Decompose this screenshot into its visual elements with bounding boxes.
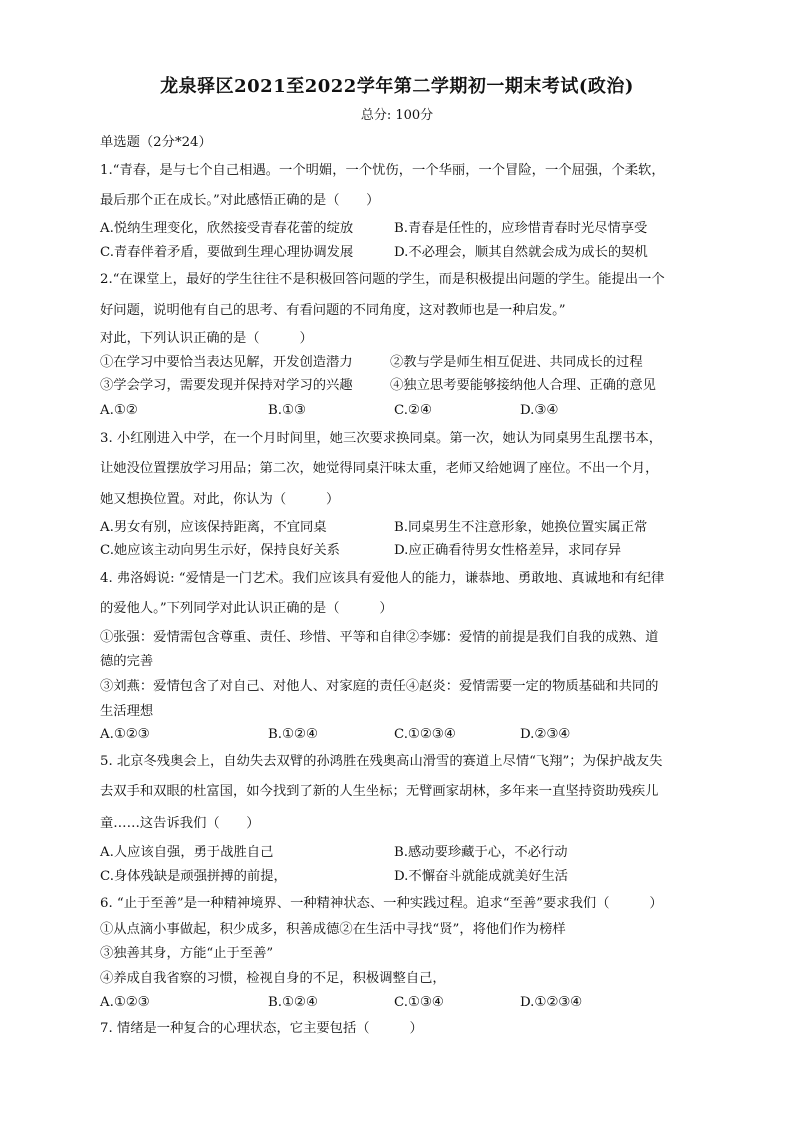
q2-option-b: B.①③ <box>268 403 306 418</box>
q2-statement-1: ①在学习中要恰当表达见解，开发创造潜力 <box>100 355 353 370</box>
q5-option-a: A.人应该自强，勇于战胜自己 <box>100 845 274 860</box>
q1-option-b: B.青春是任性的，应珍惜青春时光尽情享受 <box>394 221 648 236</box>
q3-stem-line3: 她又想换位置。对此，你认为（ ） <box>100 492 340 507</box>
q6-stem-line1: 6. “止于至善”是一种精神境界、一种精神状态、一种实践过程。追求“至善”要求我们（ ） <box>100 896 663 911</box>
q3-stem-line1: 3. 小红刚进入中学，在一个月时间里，她三次要求换同桌。第一次，她认为同桌男生乱摆书本， <box>100 431 663 446</box>
q4-statement-3-4-cont: 生活理想 <box>100 704 154 719</box>
q3-option-b: B.同桌男生不注意形象，她换位置实属正常 <box>394 520 648 535</box>
q1-option-c: C.青春伴着矛盾，要做到生理心理协调发展 <box>100 245 354 260</box>
q2-statement-2: ②教与学是师生相互促进、共同成长的过程 <box>390 355 643 370</box>
q4-statement-1-2-cont: 德的完善 <box>100 654 154 669</box>
q2-option-c: C.②④ <box>394 403 432 418</box>
exam-title: 龙泉驿区2021至2022学年第二学期初一期末考试(政治) <box>160 76 634 97</box>
q4-option-a: A.①②③ <box>100 727 150 742</box>
total-score: 总分: 100分 <box>360 108 434 123</box>
q5-option-c: C.身体残缺是顽强拼搏的前提， <box>100 869 287 884</box>
q1-option-d: D.不必理会，顺其自然就会成为成长的契机 <box>394 245 648 260</box>
q4-stem-line1: 4. 弗洛姆说: “爱情是一门艺术。我们应该具有爱他人的能力，谦恭地、勇敢地、真诚地和有纪律 <box>100 571 665 586</box>
q5-stem-line1: 5. 北京冬残奥会上，自幼失去双臂的孙鸿胜在残奥高山滑雪的赛道上尽情“飞翔”；为保护战友失 <box>100 754 663 769</box>
q4-statement-3-4: ③刘燕：爱情包含了对自己、对他人、对家庭的责任④赵炎：爱情需要一定的物质基础和共同的 <box>100 679 659 694</box>
q2-option-d: D.③④ <box>520 403 559 418</box>
q6-statement-1-2: ①从点滴小事做起，积少成多，积善成德②在生活中寻找“贤”，将他们作为榜样 <box>100 922 566 937</box>
q2-option-a: A.①② <box>100 403 138 418</box>
q3-option-c: C.她应该主动向男生示好，保持良好关系 <box>100 543 340 558</box>
q4-option-d: D.②③④ <box>520 727 571 742</box>
q6-statement-3: ③独善其身，方能“止于至善” <box>100 946 274 961</box>
q4-option-c: C.①②③④ <box>394 727 456 742</box>
q2-stem-line3: 对此，下列认识正确的是（ ） <box>100 331 313 346</box>
q6-statement-4: ④养成自我省察的习惯，检视自身的不足，积极调整自己， <box>100 971 446 986</box>
q6-option-c: C.①③④ <box>394 995 444 1010</box>
q4-statement-1-2: ①张强：爱情需包含尊重、责任、珍惜、平等和自律②李娜：爱情的前提是我们自我的成熟、道 <box>100 630 659 645</box>
q2-stem-line1: 2.“在课堂上，最好的学生往往不是积极回答问题的学生，而是积极提出问题的学生。能提出一个 <box>100 272 665 287</box>
q1-stem-line2: 最后那个正在成长。”对此感悟正确的是（ ） <box>100 193 380 208</box>
q5-option-b: B.感动要珍藏于心，不必行动 <box>394 845 568 860</box>
q5-stem-line3: 童……这告诉我们（ ） <box>100 816 260 831</box>
q5-option-d: D.不懈奋斗就能成就美好生活 <box>394 869 568 884</box>
q3-option-a: A.男女有别，应该保持距离，不宜同桌 <box>100 520 327 535</box>
q5-stem-line2: 去双手和双眼的杜富国，如今找到了新的人生坐标；无臂画家胡林，多年来一直坚持资助残疾儿 <box>100 784 659 799</box>
q6-option-d: D.①②③④ <box>520 995 583 1010</box>
q7-stem-line1: 7. 情绪是一种复合的心理状态，它主要包括（ ） <box>100 1021 423 1036</box>
q2-statement-3: ③学会学习，需要发现并保持对学习的兴趣 <box>100 378 353 393</box>
q1-stem-line1: 1.“青春，是与七个自己相遇。一个明媚，一个忧伤，一个华丽，一个冒险，一个屈强，个柔软， <box>100 163 665 178</box>
q1-option-a: A.悦纳生理变化，欣然接受青春花蕾的绽放 <box>100 221 354 236</box>
q6-option-b: B.①②④ <box>268 995 318 1010</box>
q2-stem-line2: 好问题，说明他有自己的思考、有看问题的不同角度，这对教师也是一种启发。” <box>100 303 566 318</box>
q4-stem-line2: 的爱他人。”下列同学对此认识正确的是（ ） <box>100 601 393 616</box>
q3-option-d: D.应正确看待男女性格差异，求同存异 <box>394 543 622 558</box>
q4-option-b: B.①②④ <box>268 727 318 742</box>
section-heading: 单选题（2分*24） <box>100 135 212 150</box>
q3-stem-line2: 让她没位置摆放学习用品；第二次，她觉得同桌汗味太重，老师又给她调了座位。不出一个月， <box>100 461 659 476</box>
q2-statement-4: ④独立思考要能够接纳他人合理、正确的意见 <box>390 378 656 393</box>
q6-option-a: A.①②③ <box>100 995 150 1010</box>
